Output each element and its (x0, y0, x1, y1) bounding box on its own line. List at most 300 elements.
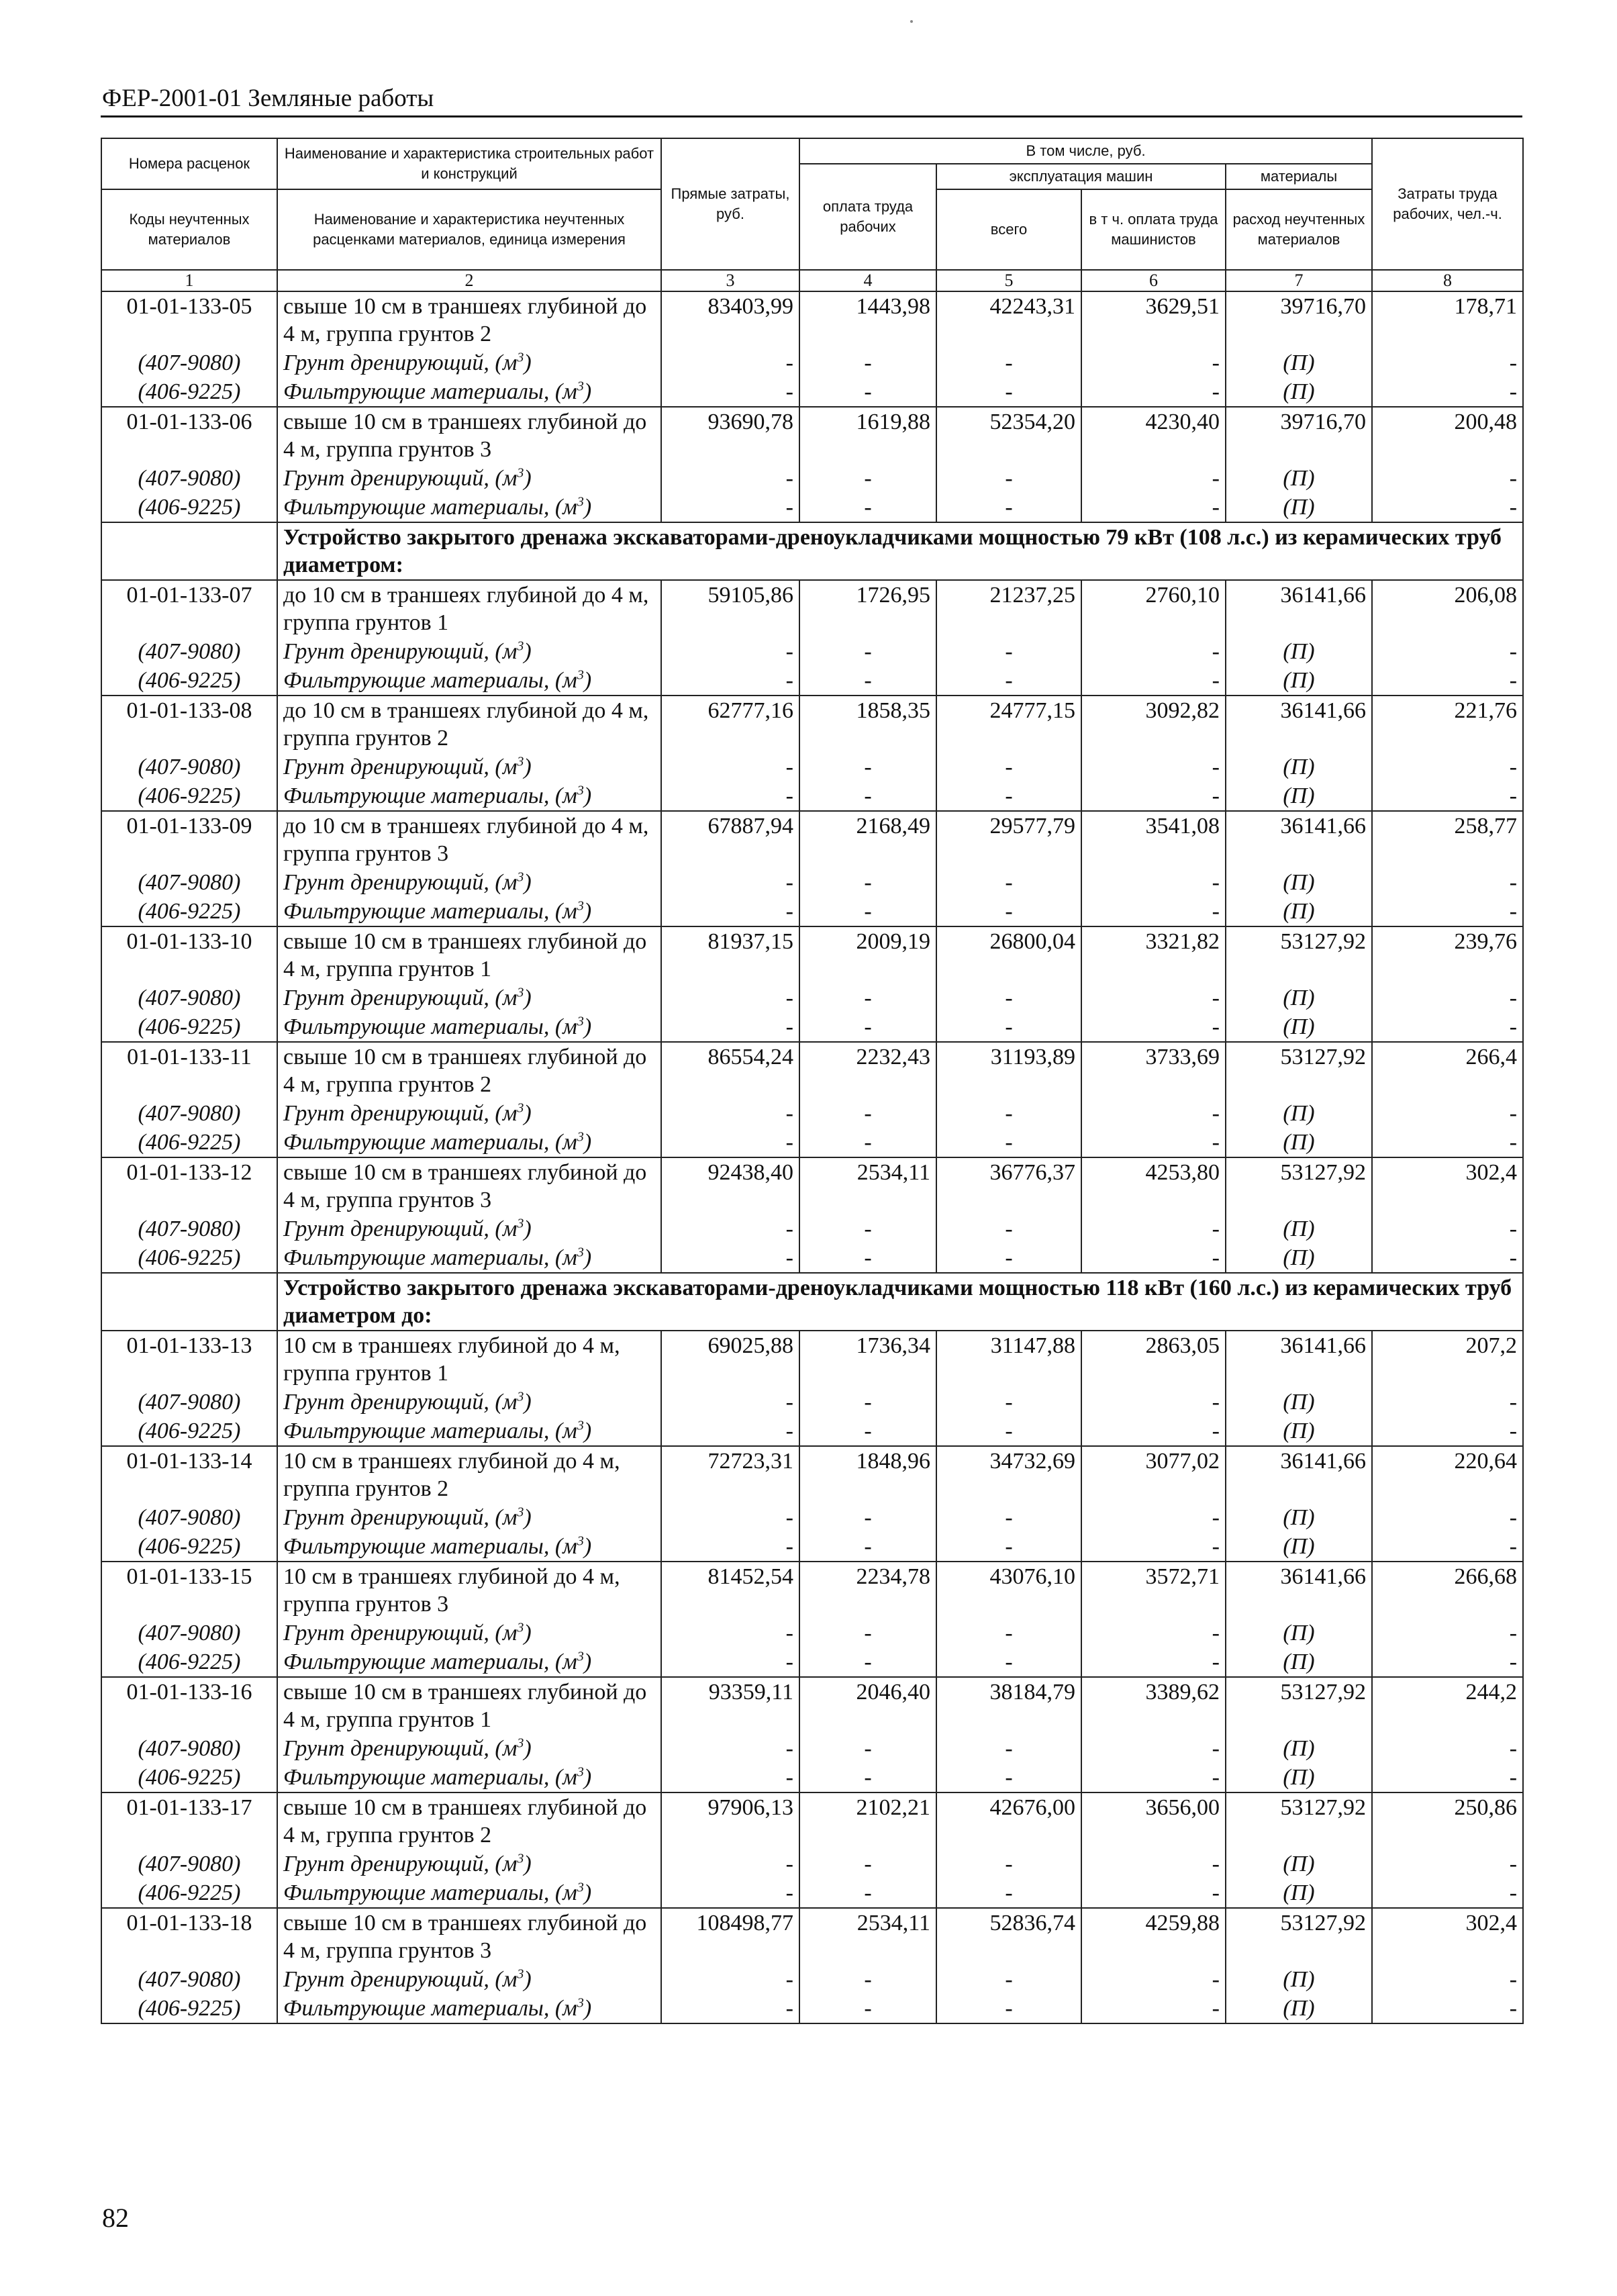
rate-row (101, 1446, 1523, 1503)
empty-machines: - (936, 1878, 1081, 1908)
material-flag: (П) (1226, 348, 1372, 377)
empty-labor: - (1372, 1850, 1523, 1878)
material-name-text: Фильтрующие материалы, (м (283, 1649, 577, 1674)
section-title: Устройство закрытого дренажа экскаваторами-дреноукладчиками мощностью 79 кВт (108 л.с.) из керамических труб диаметром: (277, 522, 1523, 580)
section-spacer (101, 522, 277, 580)
unit-superscript: 3 (577, 1533, 584, 1549)
empty-machines: - (936, 781, 1081, 811)
material-code: (407-9080) (101, 984, 277, 1012)
material-row (101, 637, 1523, 666)
empty-labor: - (1372, 753, 1523, 781)
direct-costs-value: 81452,54 (661, 1562, 799, 1619)
empty-wages: - (799, 1647, 936, 1677)
material-name: Фильтрующие материалы, $(м^3)$ (277, 666, 661, 696)
empty-wages: - (799, 1503, 936, 1532)
wages-value: 2232,43 (799, 1042, 936, 1099)
rate-code: 01-01-133-15 (101, 1562, 277, 1619)
material-row (101, 1214, 1523, 1243)
empty-machines: - (936, 493, 1081, 522)
empty-direct: - (661, 1850, 799, 1878)
material-name: Грунт дренирующий, $(м^3)$ (277, 753, 661, 781)
machines-value: 21237,25 (936, 580, 1081, 637)
material-name-text: Грунт дренирующий, (м (283, 755, 518, 779)
labor-value: 207,2 (1372, 1331, 1523, 1388)
material-flag: (П) (1226, 1128, 1372, 1157)
empty-wages: - (799, 1734, 936, 1763)
direct-costs-value: 92438,40 (661, 1157, 799, 1214)
machines-value: 24777,15 (936, 696, 1081, 753)
unit-superscript: 3 (577, 379, 584, 394)
labor-value: 178,71 (1372, 291, 1523, 348)
empty-machinists: - (1081, 897, 1226, 926)
material-code: (406-9225) (101, 666, 277, 696)
rate-name: свыше 10 см в траншеях глубиной до 4 м, группа грунтов 1 (277, 926, 661, 984)
machinists-value: 3389,62 (1081, 1677, 1226, 1734)
material-name: Фильтрующие материалы, $(м^3)$ (277, 1532, 661, 1562)
material-code: (406-9225) (101, 1243, 277, 1273)
empty-labor: - (1372, 1994, 1523, 2023)
material-row (101, 1965, 1523, 1994)
materials-value: 36141,66 (1226, 580, 1372, 637)
empty-machines: - (936, 1099, 1081, 1128)
empty-direct: - (661, 637, 799, 666)
column-number: 4 (799, 270, 936, 291)
empty-labor: - (1372, 1128, 1523, 1157)
material-name-text: Фильтрующие материалы, (м (283, 379, 577, 404)
empty-wages: - (799, 1994, 936, 2023)
labor-value: 206,08 (1372, 580, 1523, 637)
material-code: (406-9225) (101, 897, 277, 926)
empty-machinists: - (1081, 1388, 1226, 1417)
direct-costs-value: 81937,15 (661, 926, 799, 984)
direct-costs-value: 93359,11 (661, 1677, 799, 1734)
materials-value: 36141,66 (1226, 1446, 1372, 1503)
unit-superscript: 3 (577, 1245, 584, 1260)
empty-labor: - (1372, 1647, 1523, 1677)
rate-row (101, 291, 1523, 348)
material-name-text: Грунт дренирующий, (м (283, 1390, 518, 1415)
unit-superscript: 3 (577, 494, 584, 510)
empty-machines: - (936, 1532, 1081, 1562)
empty-direct: - (661, 1099, 799, 1128)
rates-table (101, 138, 1524, 2024)
empty-direct: - (661, 1994, 799, 2023)
material-flag: (П) (1226, 1619, 1372, 1647)
empty-wages: - (799, 753, 936, 781)
material-flag: (П) (1226, 868, 1372, 897)
header-work-name: Наименование и характеристика строительных работ и конструкций (277, 138, 661, 189)
unit-superscript: 3 (517, 985, 524, 1000)
unit-superscript: 3 (517, 754, 524, 769)
materials-value: 39716,70 (1226, 407, 1372, 464)
unit-superscript: 3 (517, 465, 524, 481)
empty-wages: - (799, 1099, 936, 1128)
material-flag: (П) (1226, 1417, 1372, 1446)
empty-wages: - (799, 1878, 936, 1908)
empty-wages: - (799, 1763, 936, 1792)
unit-superscript: 3 (577, 1995, 584, 2011)
unit-superscript: 3 (517, 1504, 524, 1520)
material-code: (407-9080) (101, 1388, 277, 1417)
empty-wages: - (799, 348, 936, 377)
empty-wages: - (799, 897, 936, 926)
material-row (101, 868, 1523, 897)
material-code: (407-9080) (101, 1965, 277, 1994)
empty-wages: - (799, 1243, 936, 1273)
empty-labor: - (1372, 1214, 1523, 1243)
empty-direct: - (661, 753, 799, 781)
material-row (101, 464, 1523, 493)
direct-costs-value: 72723,31 (661, 1446, 799, 1503)
rate-row (101, 696, 1523, 753)
material-code: (406-9225) (101, 493, 277, 522)
machines-value: 38184,79 (936, 1677, 1081, 1734)
material-row (101, 1417, 1523, 1446)
header-machines: эксплуатация машин (936, 164, 1226, 189)
wages-value: 1619,88 (799, 407, 936, 464)
material-flag: (П) (1226, 1763, 1372, 1792)
empty-machinists: - (1081, 1503, 1226, 1532)
empty-direct: - (661, 1417, 799, 1446)
empty-machinists: - (1081, 1099, 1226, 1128)
column-numbers-row (101, 270, 1523, 291)
rate-name: свыше 10 см в траншеях глубиной до 4 м, группа грунтов 3 (277, 1908, 661, 1965)
empty-machines: - (936, 1503, 1081, 1532)
machinists-value: 4259,88 (1081, 1908, 1226, 1965)
empty-wages: - (799, 781, 936, 811)
material-name-text: Фильтрующие материалы, (м (283, 1534, 577, 1559)
header-including: В том числе, руб. (799, 138, 1372, 164)
material-name-text: Грунт дренирующий, (м (283, 1967, 518, 1992)
wages-value: 1443,98 (799, 291, 936, 348)
material-name-text: Фильтрующие материалы, (м (283, 1245, 577, 1270)
unit-superscript: 3 (517, 1620, 524, 1635)
empty-machinists: - (1081, 1243, 1226, 1273)
machinists-value: 3572,71 (1081, 1562, 1226, 1619)
header-material-name: Наименование и характеристика неучтенных расценками материалов, единица измерения (277, 189, 661, 270)
empty-labor: - (1372, 1532, 1523, 1562)
material-name-text: Грунт дренирующий, (м (283, 1101, 518, 1126)
empty-machinists: - (1081, 1012, 1226, 1042)
rate-row (101, 1331, 1523, 1388)
direct-costs-value: 59105,86 (661, 580, 799, 637)
unit-superscript: 3 (577, 1649, 584, 1664)
material-flag: (П) (1226, 897, 1372, 926)
machines-value: 43076,10 (936, 1562, 1081, 1619)
material-code: (406-9225) (101, 1994, 277, 2023)
empty-direct: - (661, 464, 799, 493)
material-name: Фильтрующие материалы, $(м^3)$ (277, 1012, 661, 1042)
material-row (101, 1619, 1523, 1647)
material-name: Грунт дренирующий, $(м^3)$ (277, 1734, 661, 1763)
machinists-value: 3321,82 (1081, 926, 1226, 984)
unit-superscript: 3 (577, 1764, 584, 1780)
material-code: (406-9225) (101, 781, 277, 811)
empty-machines: - (936, 1417, 1081, 1446)
empty-wages: - (799, 666, 936, 696)
machines-value: 31147,88 (936, 1331, 1081, 1388)
empty-machines: - (936, 348, 1081, 377)
rate-row (101, 1677, 1523, 1734)
empty-machinists: - (1081, 1647, 1226, 1677)
empty-machinists: - (1081, 377, 1226, 407)
direct-costs-value: 69025,88 (661, 1331, 799, 1388)
empty-labor: - (1372, 1734, 1523, 1763)
empty-machines: - (936, 868, 1081, 897)
rate-row (101, 580, 1523, 637)
empty-direct: - (661, 781, 799, 811)
materials-value: 36141,66 (1226, 696, 1372, 753)
empty-direct: - (661, 1647, 799, 1677)
labor-value: 250,86 (1372, 1792, 1523, 1850)
empty-wages: - (799, 1012, 936, 1042)
rate-row (101, 407, 1523, 464)
empty-labor: - (1372, 1965, 1523, 1994)
material-code: (407-9080) (101, 753, 277, 781)
labor-value: 302,4 (1372, 1908, 1523, 1965)
empty-direct: - (661, 666, 799, 696)
section-title: Устройство закрытого дренажа экскаваторами-дреноукладчиками мощностью 118 кВт (160 л.с.) из керамических труб диаметром до: (277, 1273, 1523, 1331)
material-row (101, 666, 1523, 696)
wages-value: 1736,34 (799, 1331, 936, 1388)
materials-value: 36141,66 (1226, 1562, 1372, 1619)
empty-wages: - (799, 1417, 936, 1446)
empty-labor: - (1372, 984, 1523, 1012)
material-flag: (П) (1226, 637, 1372, 666)
material-code: (407-9080) (101, 348, 277, 377)
material-row (101, 1503, 1523, 1532)
rate-name: 10 см в траншеях глубиной до 4 м, группа грунтов 2 (277, 1446, 661, 1503)
material-code: (406-9225) (101, 1647, 277, 1677)
material-code: (406-9225) (101, 1417, 277, 1446)
material-name-text: Фильтрующие материалы, (м (283, 668, 577, 693)
material-name-text: Грунт дренирующий, (м (283, 1852, 518, 1876)
material-code: (406-9225) (101, 377, 277, 407)
machines-value: 36776,37 (936, 1157, 1081, 1214)
empty-labor: - (1372, 1878, 1523, 1908)
empty-labor: - (1372, 1503, 1523, 1532)
empty-direct: - (661, 1532, 799, 1562)
rate-row (101, 1562, 1523, 1619)
machines-value: 31193,89 (936, 1042, 1081, 1099)
material-flag: (П) (1226, 1243, 1372, 1273)
empty-direct: - (661, 1503, 799, 1532)
empty-machines: - (936, 1850, 1081, 1878)
empty-machinists: - (1081, 637, 1226, 666)
empty-labor: - (1372, 1763, 1523, 1792)
material-row (101, 753, 1523, 781)
rate-row (101, 926, 1523, 984)
material-name-text: Грунт дренирующий, (м (283, 1216, 518, 1241)
empty-machinists: - (1081, 1532, 1226, 1562)
machinists-value: 3541,08 (1081, 811, 1226, 868)
machines-value: 42243,31 (936, 291, 1081, 348)
rate-name: свыше 10 см в траншеях глубиной до 4 м, группа грунтов 3 (277, 407, 661, 464)
material-code: (406-9225) (101, 1128, 277, 1157)
machinists-value: 4253,80 (1081, 1157, 1226, 1214)
material-name-text: Грунт дренирующий, (м (283, 986, 518, 1010)
material-row (101, 348, 1523, 377)
material-flag: (П) (1226, 1214, 1372, 1243)
labor-value: 220,64 (1372, 1446, 1523, 1503)
empty-wages: - (799, 1965, 936, 1994)
empty-machinists: - (1081, 1734, 1226, 1763)
rate-code: 01-01-133-12 (101, 1157, 277, 1214)
rate-name: свыше 10 см в траншеях глубиной до 4 м, группа грунтов 3 (277, 1157, 661, 1214)
empty-machinists: - (1081, 1850, 1226, 1878)
rate-code: 01-01-133-13 (101, 1331, 277, 1388)
unit-superscript: 3 (577, 783, 584, 798)
header-materials-usage: расход неучтенных материалов (1226, 189, 1372, 270)
material-code: (406-9225) (101, 1763, 277, 1792)
material-code: (406-9225) (101, 1532, 277, 1562)
rate-code: 01-01-133-14 (101, 1446, 277, 1503)
materials-value: 53127,92 (1226, 1677, 1372, 1734)
unit-superscript: 3 (577, 667, 584, 683)
empty-direct: - (661, 1214, 799, 1243)
empty-labor: - (1372, 897, 1523, 926)
empty-labor: - (1372, 868, 1523, 897)
material-row (101, 984, 1523, 1012)
rate-name: до 10 см в траншеях глубиной до 4 м, группа грунтов 2 (277, 696, 661, 753)
labor-value: 244,2 (1372, 1677, 1523, 1734)
empty-labor: - (1372, 1388, 1523, 1417)
unit-superscript: 3 (517, 1389, 524, 1404)
wages-value: 1848,96 (799, 1446, 936, 1503)
material-name: Фильтрующие материалы, $(м^3)$ (277, 1128, 661, 1157)
material-flag: (П) (1226, 1734, 1372, 1763)
labor-value: 221,76 (1372, 696, 1523, 753)
empty-machinists: - (1081, 1994, 1226, 2023)
rate-code: 01-01-133-17 (101, 1792, 277, 1850)
empty-machines: - (936, 1965, 1081, 1994)
empty-wages: - (799, 493, 936, 522)
unit-superscript: 3 (517, 638, 524, 654)
header-machines-total: всего (936, 189, 1081, 270)
material-flag: (П) (1226, 493, 1372, 522)
materials-value: 36141,66 (1226, 811, 1372, 868)
direct-costs-value: 83403,99 (661, 291, 799, 348)
rate-name: свыше 10 см в траншеях глубиной до 4 м, группа грунтов 2 (277, 1042, 661, 1099)
wages-value: 2168,49 (799, 811, 936, 868)
material-name-text: Фильтрующие материалы, (м (283, 899, 577, 924)
rate-row (101, 1792, 1523, 1850)
direct-costs-value: 97906,13 (661, 1792, 799, 1850)
empty-machines: - (936, 897, 1081, 926)
empty-direct: - (661, 1878, 799, 1908)
empty-labor: - (1372, 781, 1523, 811)
table-body (101, 291, 1523, 2023)
material-flag: (П) (1226, 1503, 1372, 1532)
material-name-text: Фильтрующие материалы, (м (283, 1014, 577, 1039)
empty-machinists: - (1081, 493, 1226, 522)
empty-machines: - (936, 1734, 1081, 1763)
rate-name: до 10 см в траншеях глубиной до 4 м, группа грунтов 1 (277, 580, 661, 637)
page-header (101, 77, 1522, 117)
machinists-value: 2863,05 (1081, 1331, 1226, 1388)
unit-superscript: 3 (517, 1216, 524, 1231)
unit-superscript: 3 (577, 1014, 584, 1029)
empty-labor: - (1372, 637, 1523, 666)
empty-direct: - (661, 897, 799, 926)
header-direct-costs: Прямые затраты, руб. (661, 138, 799, 270)
column-number: 3 (661, 270, 799, 291)
empty-labor: - (1372, 493, 1523, 522)
direct-costs-value: 62777,16 (661, 696, 799, 753)
unit-superscript: 3 (577, 898, 584, 914)
material-name: Фильтрующие материалы, $(м^3)$ (277, 781, 661, 811)
material-flag: (П) (1226, 1532, 1372, 1562)
material-row (101, 1099, 1523, 1128)
empty-machinists: - (1081, 348, 1226, 377)
material-name-text: Фильтрующие материалы, (м (283, 1765, 577, 1790)
machines-value: 34732,69 (936, 1446, 1081, 1503)
machines-value: 42676,00 (936, 1792, 1081, 1850)
materials-value: 39716,70 (1226, 291, 1372, 348)
material-name: Фильтрующие материалы, $(м^3)$ (277, 1878, 661, 1908)
materials-value: 53127,92 (1226, 1157, 1372, 1214)
empty-direct: - (661, 984, 799, 1012)
material-code: (407-9080) (101, 1734, 277, 1763)
column-number: 2 (277, 270, 661, 291)
rate-name: до 10 см в траншеях глубиной до 4 м, группа грунтов 3 (277, 811, 661, 868)
rate-code: 01-01-133-06 (101, 407, 277, 464)
material-name: Фильтрующие материалы, $(м^3)$ (277, 377, 661, 407)
unit-superscript: 3 (517, 869, 524, 885)
empty-direct: - (661, 1619, 799, 1647)
rate-name: свыше 10 см в траншеях глубиной до 4 м, группа грунтов 2 (277, 1792, 661, 1850)
labor-value: 239,76 (1372, 926, 1523, 984)
empty-machines: - (936, 1128, 1081, 1157)
machines-value: 52354,20 (936, 407, 1081, 464)
column-number: 1 (101, 270, 277, 291)
material-name: Фильтрующие материалы, $(м^3)$ (277, 1994, 661, 2023)
material-code: (407-9080) (101, 637, 277, 666)
empty-wages: - (799, 1619, 936, 1647)
wages-value: 1858,35 (799, 696, 936, 753)
empty-machines: - (936, 666, 1081, 696)
section-spacer (101, 1273, 277, 1331)
empty-machines: - (936, 1388, 1081, 1417)
material-row (101, 1532, 1523, 1562)
material-flag: (П) (1226, 753, 1372, 781)
materials-value: 53127,92 (1226, 1042, 1372, 1099)
rate-code: 01-01-133-11 (101, 1042, 277, 1099)
labor-value: 200,48 (1372, 407, 1523, 464)
material-row (101, 897, 1523, 926)
empty-labor: - (1372, 1619, 1523, 1647)
rate-name: 10 см в траншеях глубиной до 4 м, группа грунтов 3 (277, 1562, 661, 1619)
machinists-value: 3733,69 (1081, 1042, 1226, 1099)
wages-value: 2102,21 (799, 1792, 936, 1850)
material-row (101, 1012, 1523, 1042)
material-name: Грунт дренирующий, $(м^3)$ (277, 1965, 661, 1994)
material-name-text: Грунт дренирующий, (м (283, 1621, 518, 1645)
empty-direct: - (661, 1243, 799, 1273)
empty-direct: - (661, 1012, 799, 1042)
material-name-text: Грунт дренирующий, (м (283, 1505, 518, 1530)
unit-superscript: 3 (577, 1129, 584, 1145)
material-code: (406-9225) (101, 1012, 277, 1042)
rate-code: 01-01-133-07 (101, 580, 277, 637)
material-name-text: Фильтрующие материалы, (м (283, 783, 577, 808)
material-flag: (П) (1226, 1388, 1372, 1417)
empty-labor: - (1372, 464, 1523, 493)
material-name: Грунт дренирующий, $(м^3)$ (277, 1099, 661, 1128)
empty-labor: - (1372, 666, 1523, 696)
rate-code: 01-01-133-18 (101, 1908, 277, 1965)
empty-labor: - (1372, 1417, 1523, 1446)
